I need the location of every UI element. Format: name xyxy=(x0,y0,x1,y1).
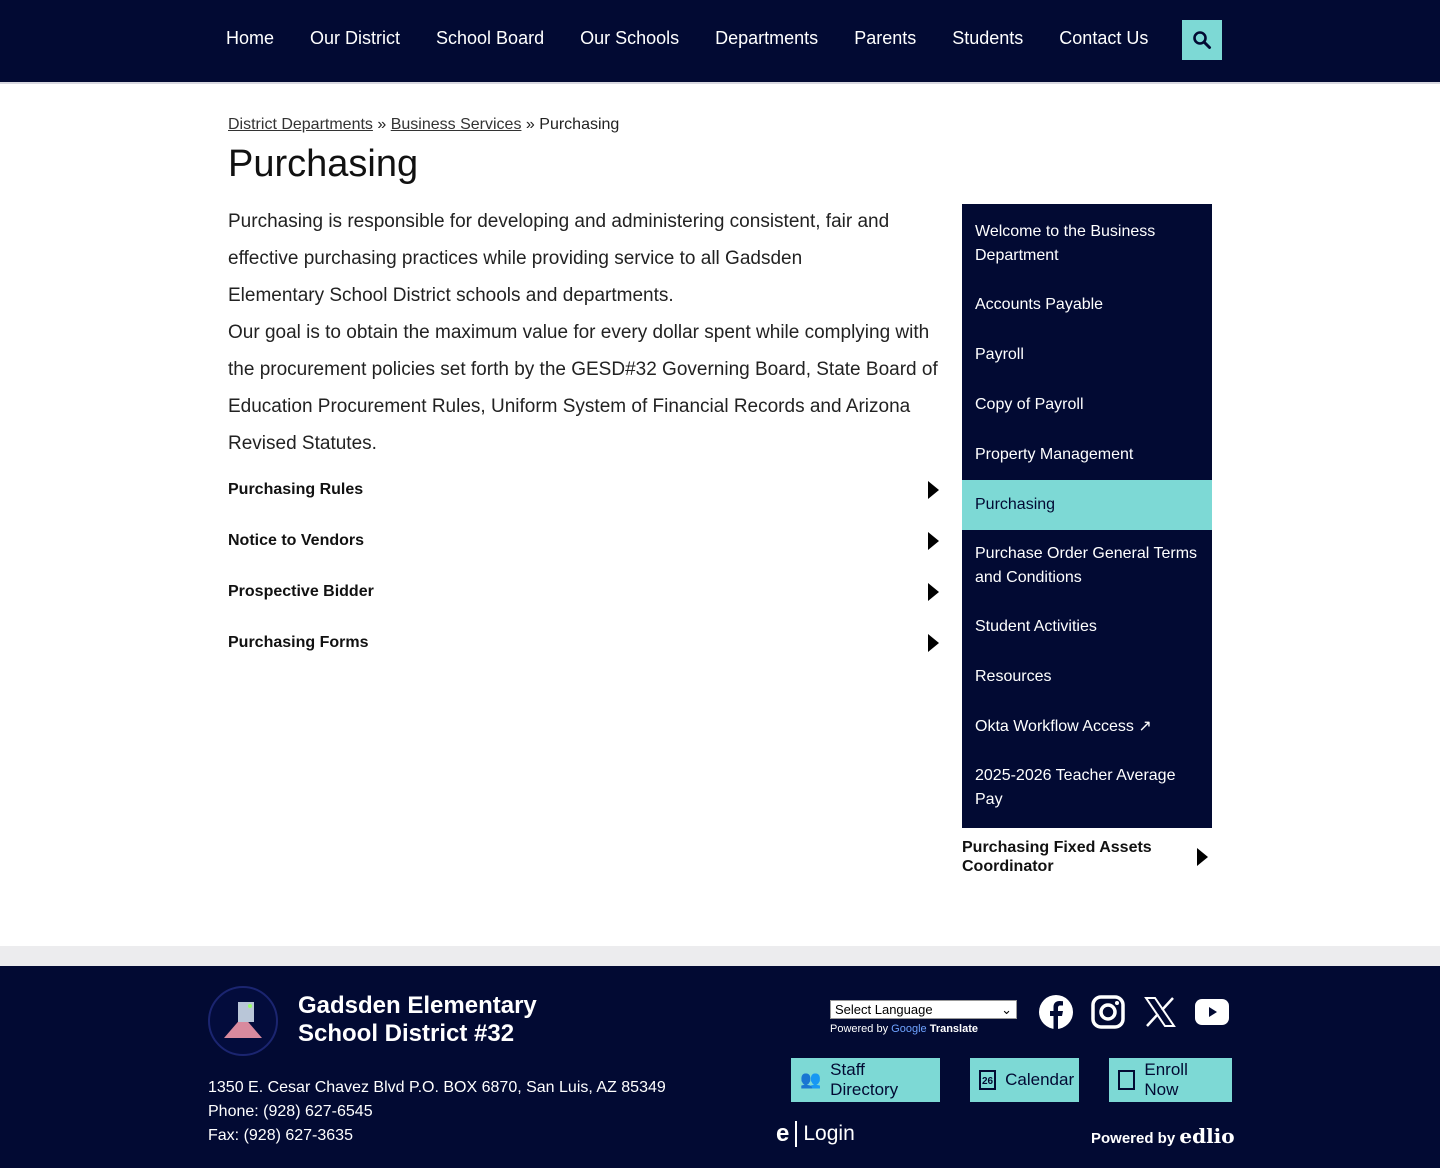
nav-our-district[interactable]: Our District xyxy=(310,28,401,48)
district-logo xyxy=(208,986,278,1056)
accordion-label: Purchasing Rules xyxy=(228,481,364,498)
login-link[interactable]: e Login xyxy=(776,1120,855,1147)
accordion-notice-to-vendors[interactable] xyxy=(228,526,943,556)
nav-school-board[interactable]: School Board xyxy=(436,28,545,48)
breadcrumb-separator: » xyxy=(377,116,387,133)
sidebar-item-property-management[interactable]: Property Management xyxy=(975,446,1134,463)
accordion-purchasing-rules[interactable] xyxy=(228,475,943,505)
search-button[interactable] xyxy=(1182,20,1222,60)
nav-parents[interactable]: Parents xyxy=(854,28,917,48)
language-select[interactable]: Select Language ⌄ xyxy=(830,1000,1017,1019)
enroll-now-button[interactable]: Enroll Now xyxy=(1109,1058,1232,1102)
instagram-icon[interactable] xyxy=(1090,994,1126,1030)
accordion-purchasing-forms[interactable] xyxy=(228,628,943,658)
page-title: Purchasing xyxy=(228,143,419,185)
sidebar-item-okta[interactable] xyxy=(962,702,1212,752)
caret-right-icon xyxy=(928,481,939,499)
sidebar-item-accounts-payable[interactable]: Accounts Payable xyxy=(975,296,1104,313)
top-navigation xyxy=(0,0,1440,84)
nav-our-schools[interactable]: Our Schools xyxy=(580,28,680,48)
nav-departments[interactable]: Departments xyxy=(715,28,819,48)
sidebar-item-payroll[interactable]: Payroll xyxy=(975,346,1024,363)
accordion-prospective-bidder[interactable] xyxy=(228,577,943,607)
paragraph: Our goal is to obtain the maximum value for every dollar spent while complying with the procurement policies set forth by the GESD#32 Governing Board, State Board of Education Procurement Rules, Uniform System of Financial Records and Arizona Revised Statutes. xyxy=(228,322,938,454)
calendar-button[interactable]: 26 Calendar xyxy=(970,1058,1079,1102)
chevron-down-icon: ⌄ xyxy=(1001,1002,1012,1017)
sidebar-item-copy-of-payroll[interactable]: Copy of Payroll xyxy=(975,396,1084,413)
form-icon xyxy=(1118,1070,1135,1090)
x-twitter-icon[interactable] xyxy=(1142,994,1178,1030)
sidebar-item-teacher-pay[interactable]: 2025-2026 Teacher Average Pay xyxy=(975,767,1176,808)
social-links xyxy=(1038,994,1230,1030)
external-link-icon: ↗ xyxy=(1138,718,1152,735)
accordion-label: Purchasing Forms xyxy=(228,634,369,651)
district-name: Gadsden Elementary School District #32 xyxy=(298,992,537,1047)
youtube-icon[interactable] xyxy=(1194,994,1230,1030)
footer xyxy=(0,966,1440,1168)
nav-contact-us[interactable]: Contact Us xyxy=(1059,28,1149,48)
users-icon: 👥 xyxy=(800,1070,822,1089)
google-translate-credit: Powered by Google Translate xyxy=(830,1023,979,1035)
accordion-label: Notice to Vendors xyxy=(228,532,365,549)
breadcrumb xyxy=(228,116,619,134)
breadcrumb-business-services[interactable]: Business Services xyxy=(390,116,522,133)
search-icon xyxy=(1192,30,1212,50)
accordion-label: Purchasing Fixed Assets Coordinator xyxy=(962,839,1152,875)
breadcrumb-current: Purchasing xyxy=(539,116,620,133)
caret-right-icon xyxy=(928,532,939,550)
phone-label: Phone: xyxy=(208,1103,259,1120)
page-content xyxy=(228,203,953,462)
sidebar-nav xyxy=(962,204,1212,828)
breadcrumb-district-departments[interactable]: District Departments xyxy=(228,116,373,133)
breadcrumb-separator: » xyxy=(525,116,535,133)
address-link[interactable]: 1350 E. Cesar Chavez Blvd P.O. BOX 6870, San Luis, AZ 85349 xyxy=(208,1079,666,1096)
sidebar-item-student-activities[interactable]: Student Activities xyxy=(975,618,1097,635)
sidebar-item-label: Okta Workflow Access xyxy=(975,718,1134,735)
sidebar-item-purchase-order-terms[interactable]: Purchase Order General Terms and Conditions xyxy=(975,545,1198,586)
sidebar-item-welcome[interactable]: Welcome to the Business Department xyxy=(975,223,1156,264)
contact-info xyxy=(208,1076,666,1148)
calendar-icon: 26 xyxy=(979,1070,996,1090)
caret-right-icon xyxy=(928,634,939,652)
accordion-fixed-assets[interactable] xyxy=(962,838,1212,876)
accordion-label: Prospective Bidder xyxy=(228,583,374,600)
caret-right-icon xyxy=(1197,848,1208,866)
sidebar-item-resources[interactable]: Resources xyxy=(975,668,1052,685)
footer-divider xyxy=(0,946,1440,966)
caret-right-icon xyxy=(928,583,939,601)
powered-by-edlio[interactable]: Powered by edlio xyxy=(1091,1124,1235,1148)
nav-students[interactable]: Students xyxy=(952,28,1024,48)
phone-link[interactable]: (928) 627-6545 xyxy=(263,1103,373,1120)
sidebar-item-purchasing[interactable]: Purchasing xyxy=(962,480,1212,530)
fax: Fax: (928) 627-3635 xyxy=(208,1127,353,1144)
edlio-icon: e xyxy=(776,1120,790,1147)
paragraph: Purchasing is responsible for developing and administering consistent, fair and effective purchasing practices while providing service to all Gadsden Elementary School District schools and departments. xyxy=(228,211,890,306)
nav-home[interactable]: Home xyxy=(226,28,275,48)
staff-directory-button[interactable]: 👥 Staff Directory xyxy=(791,1058,940,1102)
facebook-icon[interactable] xyxy=(1038,994,1074,1030)
